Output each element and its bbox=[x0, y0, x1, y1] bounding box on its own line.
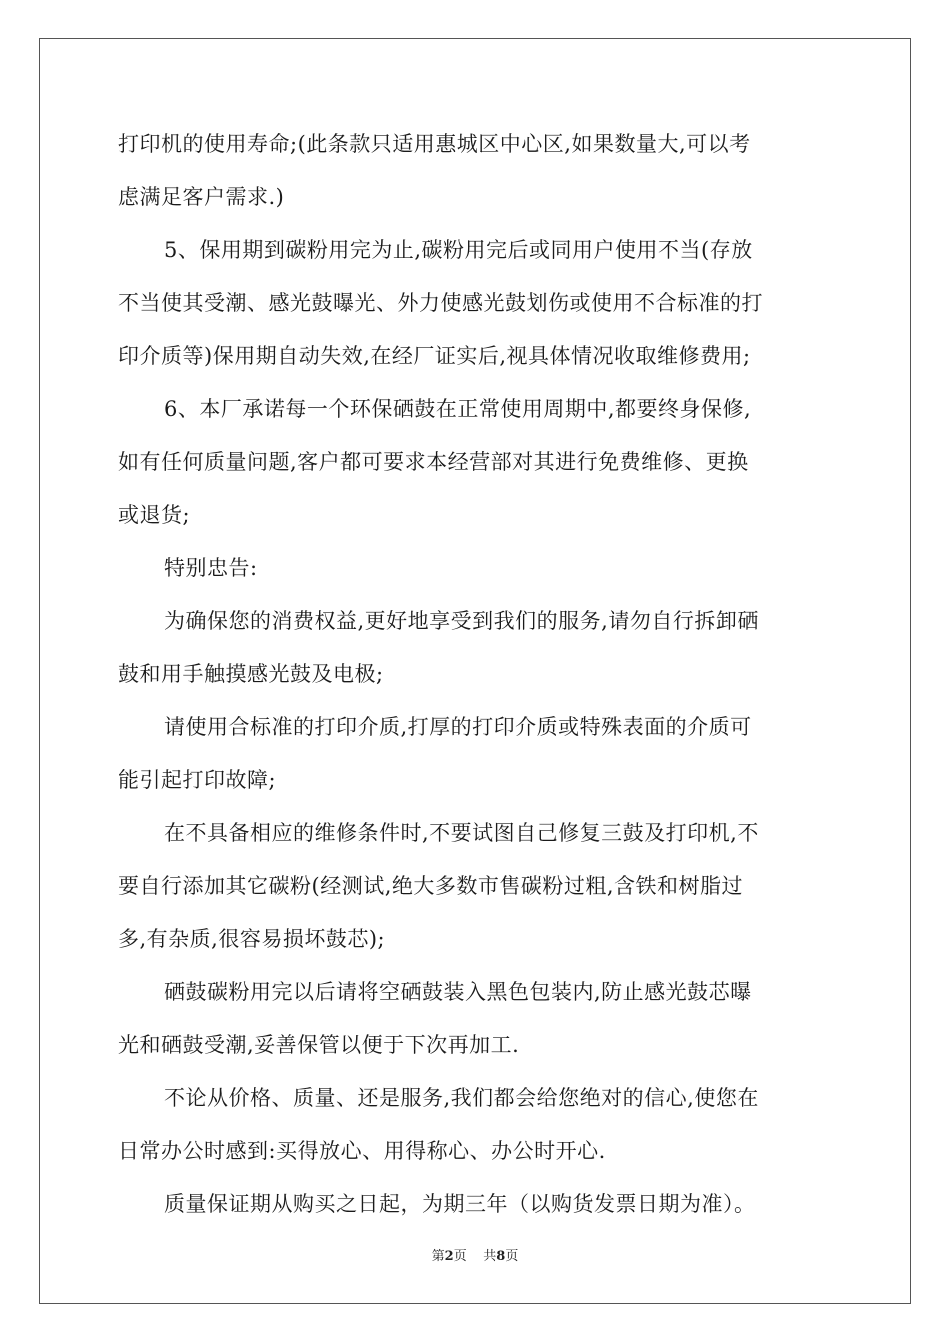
page-footer bbox=[0, 1245, 950, 1264]
total-suffix: 页 bbox=[505, 1249, 519, 1264]
text-line: 不当使其受潮、感光鼓曝光、外力使感光鼓划伤或使用不合标准的打 bbox=[118, 291, 763, 315]
page-suffix: 页 bbox=[453, 1249, 467, 1264]
text-line: 为确保您的消费权益,更好地享受到我们的服务,请勿自行拆卸硒 bbox=[164, 609, 759, 633]
text-line: 鼓和用手触摸感光鼓及电极; bbox=[118, 662, 384, 686]
text-line: 日常办公时感到:买得放心、用得称心、办公时开心. bbox=[118, 1139, 606, 1163]
text-line: 质量保证期从购买之日起，为期三年（以购货发票日期为准）。 bbox=[164, 1192, 756, 1216]
total-pages: 8 bbox=[496, 1249, 506, 1264]
text-line: 打印机的使用寿命;(此条款只适用惠城区中心区,如果数量大,可以考 bbox=[118, 132, 751, 156]
text-line: 多,有杂质,很容易损坏鼓芯); bbox=[118, 927, 386, 951]
text-line: 如有任何质量问题,客户都可要求本经营部对其进行免费维修、更换 bbox=[118, 450, 749, 474]
page-prefix: 第 bbox=[431, 1249, 445, 1264]
text-line: 虑满足客户需求.) bbox=[118, 185, 285, 209]
text-line: 能引起打印故障; bbox=[118, 768, 277, 792]
text-line: 要自行添加其它碳粉(经测试,绝大多数市售碳粉过粗,含铁和树脂过 bbox=[118, 874, 744, 898]
text-line: 或退货; bbox=[118, 503, 191, 527]
text-line: 请使用合标准的打印介质,打厚的打印介质或特殊表面的介质可 bbox=[164, 715, 752, 739]
text-line: 硒鼓碳粉用完以后请将空硒鼓装入黑色包装内,防止感光鼓芯曝 bbox=[164, 980, 752, 1004]
text-line: 在不具备相应的维修条件时,不要试图自己修复三鼓及打印机,不 bbox=[164, 821, 759, 845]
text-line: 5、保用期到碳粉用完为止,碳粉用完后或同用户使用不当(存放 bbox=[164, 238, 753, 262]
text-line: 特别忠告: bbox=[164, 556, 258, 580]
text-line: 光和硒鼓受潮,妥善保管以便于下次再加工. bbox=[118, 1033, 520, 1057]
page-number: 2 bbox=[444, 1249, 454, 1264]
total-prefix: 共 bbox=[483, 1249, 497, 1264]
text-line: 不论从价格、质量、还是服务,我们都会给您绝对的信心,使您在 bbox=[164, 1086, 759, 1110]
text-line: 印介质等)保用期自动失效,在经厂证实后,视具体情况收取维修费用; bbox=[118, 344, 751, 368]
text-line: 6、本厂承诺每一个环保硒鼓在正常使用周期中,都要终身保修, bbox=[164, 397, 752, 421]
